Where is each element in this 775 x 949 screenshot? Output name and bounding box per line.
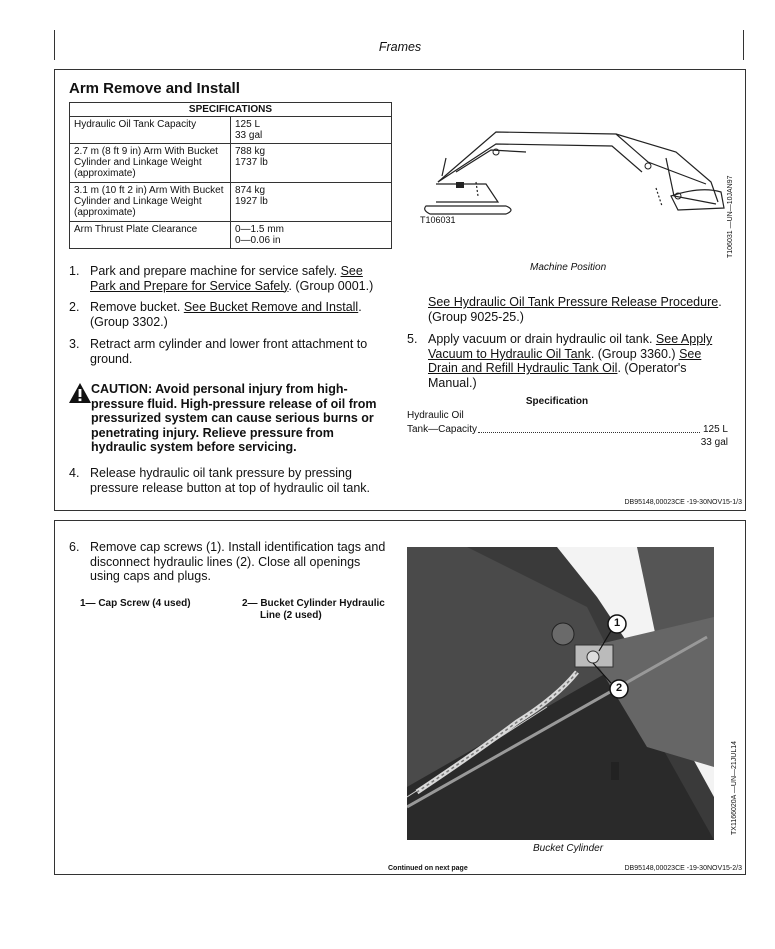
spec-value-1: 125 L [702, 424, 728, 435]
spec-label-2: Tank—Capacity [407, 424, 478, 435]
figure-caption: Machine Position [530, 262, 607, 273]
spec-table-header: SPECIFICATIONS [70, 103, 392, 117]
step-5: 5. Apply vacuum or drain hydraulic oil tank. See Apply Vacuum to Hydraulic Oil Tank. (Group 3360.) See Drain and Refill Hydraulic Tank Oil. (Operator's Manual.) [407, 332, 713, 390]
legend-item-1: 1— Cap Screw (4 used) [80, 598, 191, 609]
page-header-title: Frames [378, 40, 422, 54]
table-row: 3.1 m (10 ft 2 in) Arm With Bucket Cylinder and Linkage Weight (approximate) 874 kg 1927 lb [70, 183, 392, 222]
step-1: 1. Park and prepare machine for service safely. See Park and Prepare for Service Safely. (Group 0001.) [69, 264, 374, 293]
photo-caption: Bucket Cylinder [533, 843, 604, 854]
step-6: 6. Remove cap screws (1). Install identification tags and disconnect hydraulic lines (2). Close all openings using caps and plugs. [69, 540, 386, 583]
step-3: 3. Retract arm cylinder and lower front attachment to ground. [69, 337, 368, 366]
bucket-cylinder-photo [407, 547, 714, 840]
callout-1: 1 [613, 617, 621, 629]
link-apply-vacuum[interactable]: See Apply Vacuum to Hydraulic Oil Tank [428, 332, 713, 361]
continued-note: Continued on next page [388, 865, 468, 872]
table-row: Arm Thrust Plate Clearance 0—1.5 mm 0—0.06 in [70, 222, 392, 249]
table-row: 2.7 m (8 ft 9 in) Arm With Bucket Cylinder and Linkage Weight (approximate) 788 kg 1737 lb [70, 144, 392, 183]
machine-position-illustration [416, 122, 734, 228]
legend-item-2b: Line (2 used) [260, 610, 322, 621]
caution-text: CAUTION: Avoid personal injury from high-pressure fluid. High-pressure release of oil from pressurized system can cause serious burns or penetrating injury. Relieve pressure from hydraulic system before servicing. [91, 382, 377, 454]
spec-heading: Specification [525, 396, 589, 407]
reference-code-2: DB95148,00023CE -19-30NOV15-2/3 [624, 865, 742, 872]
reference-code: DB95148,00023CE -19-30NOV15-1/3 [624, 499, 742, 506]
section-title: Arm Remove and Install [69, 80, 240, 97]
legend-item-2a: 2— Bucket Cylinder Hydraulic [242, 598, 385, 609]
figure-id: T106031 [420, 215, 456, 225]
table-row: Hydraulic Oil Tank Capacity 125 L 33 gal [70, 117, 392, 144]
figure-side-code: T106031 —UN—10JAN97 [727, 175, 734, 258]
step-4: 4. Release hydraulic oil tank pressure by pressing pressure release button at top of hydraulic oil tank. [69, 466, 371, 495]
spec-value-2: 33 gal [700, 437, 728, 448]
spec-leader-dots [478, 432, 700, 433]
link-park-prepare[interactable]: See Park and Prepare for Service Safely [90, 264, 363, 293]
photo-side-code: TX1166020A —UN—21JUL14 [731, 740, 738, 835]
step-2: 2. Remove bucket. See Bucket Remove and Install. (Group 3302.) [69, 300, 362, 329]
spec-label-1: Hydraulic Oil [407, 410, 464, 421]
warning-triangle-icon [68, 382, 92, 404]
callout-2: 2 [615, 682, 623, 694]
specifications-table [69, 102, 392, 249]
link-bucket-remove[interactable]: See Bucket Remove and Install [183, 300, 359, 314]
link-drain-refill[interactable]: See Drain and Refill Hydraulic Tank Oil [428, 346, 702, 375]
step-4-continued: See Hydraulic Oil Tank Pressure Release Procedure. (Group 9025-25.) [428, 295, 722, 324]
link-tank-pressure-release[interactable]: See Hydraulic Oil Tank Pressure Release Procedure [428, 295, 719, 309]
